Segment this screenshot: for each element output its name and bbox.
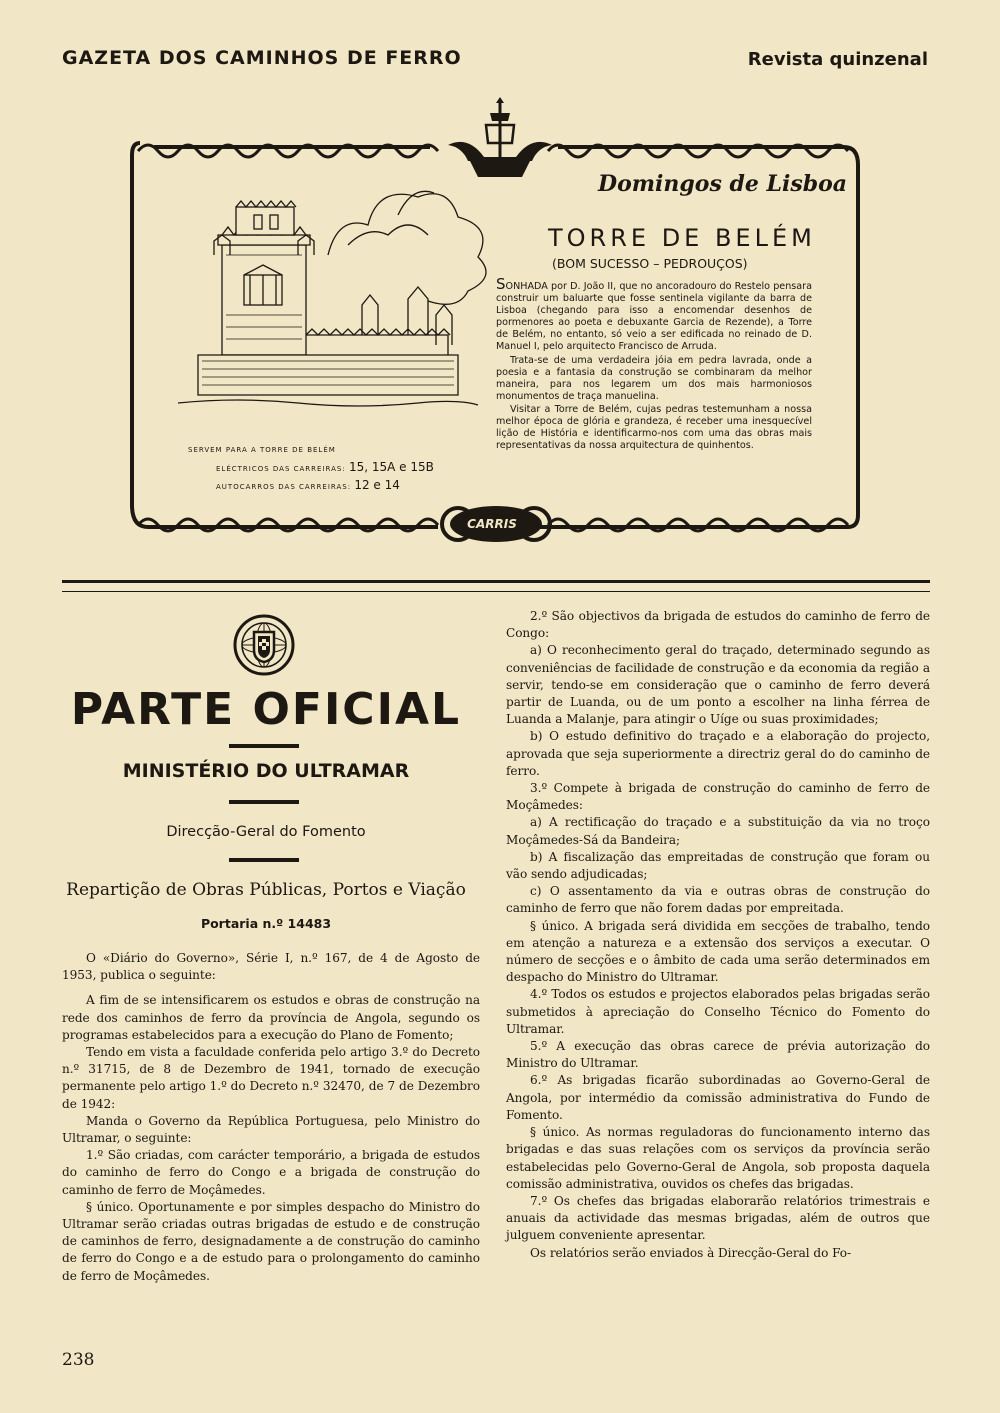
ad-body [496,275,812,453]
section-title: PARTE OFICIAL [70,684,462,735]
paragraph: Tendo em vista a faculdade conferida pelo artigo 3.º do Decreto n.º 31715, de 8 de Dezembro de 1941, tornado de execução permanente pelo artigo 1.º do Decreto n.º 32470, de 7 de Dezembro de 1942: [62,1045,480,1111]
section-divider [62,580,930,592]
right-column [506,608,930,1262]
paragraph: a) O reconhecimento geral do traçado, determinado segundo as conveniências de facilidade de construção e da economia da região a servir, tendo-se em consideração que o caminho de ferro deverá partir de Luanda, ou de um ponto a escolher na linha férrea de Luanda a Malanje, para atingir o Uíge ou suas proximidades; [506,643,930,727]
ad-subheading: (BOM SUCESSO – PEDROUÇOS) [552,256,748,271]
journal-title: GAZETA DOS CAMINHOS DE FERRO [62,47,462,69]
paragraph: Os relatórios serão enviados à Direcção-Geral do Fo- [530,1245,852,1260]
ad-brand-title: Domingos de Lisboa [598,171,848,197]
tram-lines [216,460,434,474]
paragraph: c) O assentamento da via e outras obras de construção do caminho de ferro que não forem dadas por empreitada. [506,884,930,916]
paragraph: § único. A brigada será dividida em secções de trabalho, tendo em atenção a natureza e a extensão dos serviços a executar. O número de secções e o âmbito de cada uma serão determinados em despacho do Ministro do Ultramar. [506,918,930,985]
ad-paragraph-text: ONHADA por D. João II, que no ancoradouro do Restelo pensara construir um baluarte que fosse sentinela vigilante da barra de Lisboa (chegando para isso a encomendar desenhos de pormenores ao poeta e debuxante Garcia de Rezende), a Torre de Belém, no entanto, só veio a ser edificada no reinado de D. Manuel I, pelo arquitecto Francisco de Arruda. [496,281,812,353]
bus-lines [216,478,400,492]
paragraph: O «Diário do Governo», Série I, n.º 167, de 4 de Agosto de 1953, publica o seguinte: [62,951,480,983]
tram-lines-value: 15, 15A e 15B [348,460,434,474]
directorate-rule [229,858,299,862]
torre-de-belem-illustration [178,191,486,406]
coat-of-arms-icon [232,612,296,678]
ministry-rule [229,800,299,804]
paragraph: A fim de se intensificarem os estudos e obras de construção na rede dos caminhos de ferro da província de Angola, segundo os programas estabelecidos para a execução do Plano de Fomento; [62,993,480,1042]
paragraph: 6.º As brigadas ficarão subordinadas ao Governo-Geral de Angola, por intermédio da comissão administrativa do Fundo de Fomento. [506,1073,930,1122]
carris-logo-text: CARRIS [467,517,517,531]
bus-lines-value: 12 e 14 [354,478,400,492]
paragraph: 5.º A execução das obras carece de prévia autorização do Ministro do Ultramar. [506,1039,930,1071]
portaria-heading: Portaria n.º 14483 [200,916,332,931]
department-heading: Repartição de Obras Públicas, Portos e Viação [66,880,466,900]
journal-frequency: Revista quinzenal [747,49,928,70]
ship-emblem-icon [448,97,552,177]
paragraph: 2.º São objectivos da brigada de estudos do caminho de ferro de Congo: [506,609,930,641]
title-rule [229,744,299,748]
paragraph: § único. As normas reguladoras do funcionamento interno das brigadas e das suas relações com os serviços da província serão estabelecidas pelo Governo-Geral de Angola, sob proposta daquela comissão administrativa, ouvidos os chefes das brigadas. [506,1125,930,1191]
ad-drop-cap: S [496,275,506,293]
paragraph: § único. Oportunamente e por simples despacho do Ministro do Ultramar serão criadas outras brigadas de estudo e de construção de caminhos de ferro, designadamente a de construção do caminho de ferro do Congo e a de estudo para o prolongamento do caminho de ferro de Moçâmedes. [62,1199,480,1283]
ad-paragraph: Visitar a Torre de Belém, cujas pedras testemunham a nossa melhor época de glória e grandeza, é receber uma inesquecível lição de História e identificarmo-nos com uma das obras mais representativas da nossa arquitectura de quinhentos. [496,403,812,452]
service-title: SERVEM PARA A TORRE DE BELÉM [188,446,336,454]
tram-lines-label: ELÉCTRICOS DAS CARREIRAS: [216,465,346,473]
bus-lines-label: AUTOCARROS DAS CARREIRAS: [216,483,352,491]
ad-paragraph: Trata-se de uma verdadeira jóia em pedra lavrada, onde a poesia e a fantasia da construção se combinaram da melhor maneira, para nos legarem um dos mais harmoniosos monumentos de traça manuelina. [496,354,812,402]
ad-heading: TORRE DE BELÉM [548,224,816,252]
ministry-heading: MINISTÉRIO DO ULTRAMAR [122,760,410,782]
paragraph: 1.º São criadas, com carácter temporário, a brigada de estudos do caminho de ferro do Congo e a brigada de construção do caminho de ferro de Moçâmedes. [62,1148,480,1197]
directorate-heading: Direcção-Geral do Fomento [166,824,366,840]
paragraph: 7.º Os chefes das brigadas elaborarão relatórios trimestrais e anuais da actividade das mesmas brigadas, além de outros que julguem conveniente apresentar. [506,1193,930,1243]
ad-paragraph [496,275,812,354]
left-column [62,950,480,1285]
paragraph: b) O estudo definitivo do traçado e a elaboração do projecto, aprovada que seja superiormente a directriz geral do do caminho de ferro. [506,729,930,778]
paragraph: Manda o Governo da República Portuguesa, pelo Ministro do Ultramar, o seguinte: [62,1113,480,1146]
paragraph: 3.º Compete à brigada de construção do caminho de ferro de Moçâmedes: [506,781,930,813]
paragraph: a) A rectificação do traçado e a substituição da via no troço Moçâmedes-Sá da Bandeira; [506,815,930,847]
paragraph: 4.º Todos os estudos e projectos elaborados pelas brigadas serão submetidos à apreciação do Conselho Técnico do Fomento do Ultramar. [506,987,930,1036]
page-number: 238 [62,1350,95,1370]
paragraph: b) A fiscalização das empreitadas de construção que foram ou vão sendo adjudicadas; [506,849,930,882]
